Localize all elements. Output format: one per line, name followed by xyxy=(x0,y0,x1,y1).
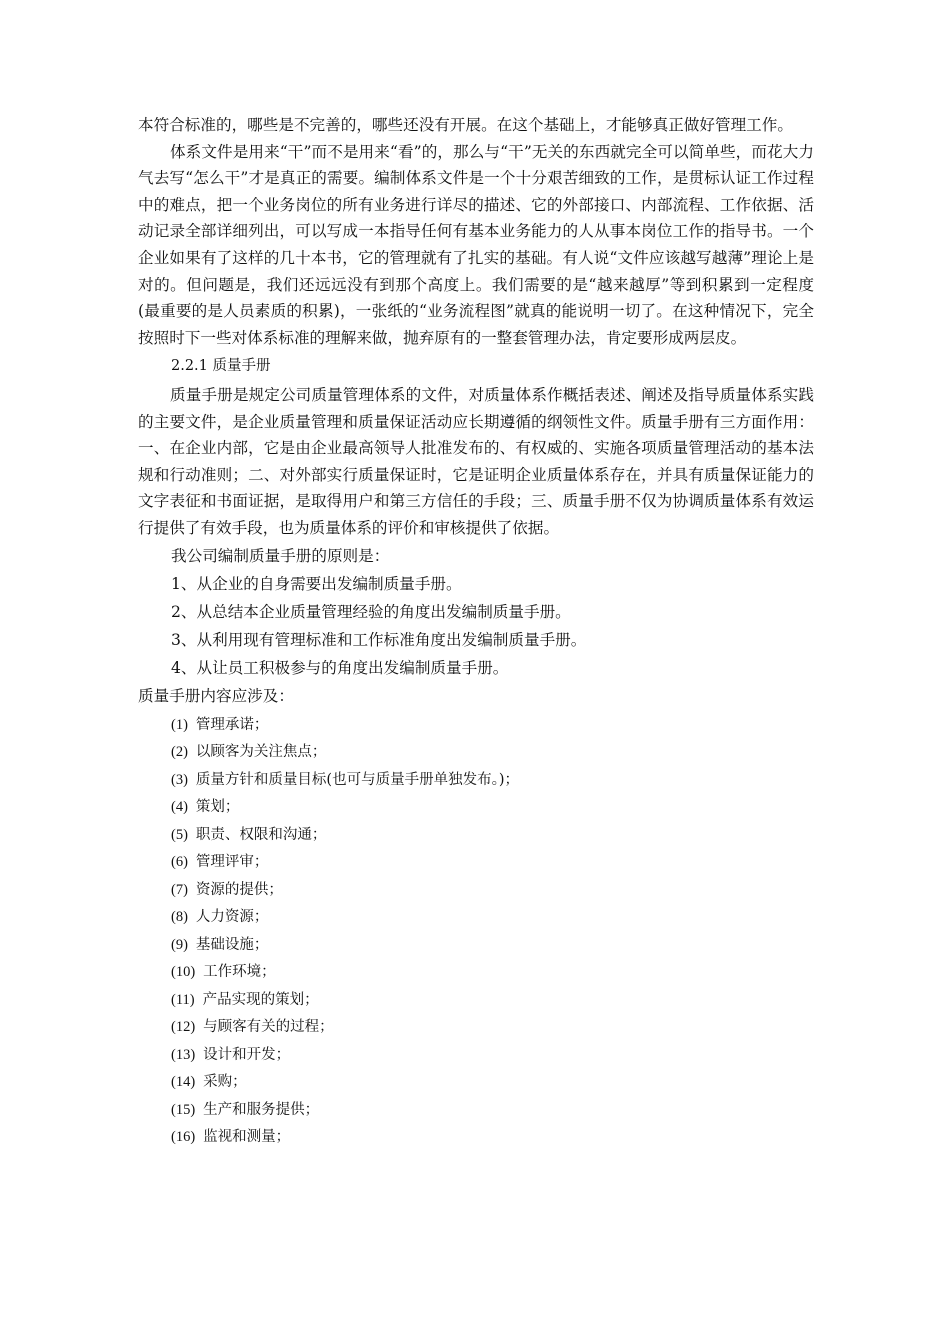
item-number: (2) xyxy=(171,744,188,761)
item-number: (11) xyxy=(171,991,195,1008)
item-text: 设计和开发； xyxy=(203,1046,291,1063)
list-item xyxy=(138,904,814,932)
item-number: (12) xyxy=(171,1019,196,1036)
list-item xyxy=(138,987,814,1015)
item-text: 人力资源； xyxy=(195,909,269,926)
principle-item: 1、从企业的自身需要出发编制质量手册。 xyxy=(171,575,462,594)
principle-item: 3、从利用现有管理标准和工作标准角度出发编制质量手册。 xyxy=(171,631,587,650)
item-text: 职责、权限和沟通； xyxy=(195,826,327,843)
item-number: (10) xyxy=(171,964,196,981)
document-page xyxy=(138,112,814,1152)
list-item xyxy=(138,822,814,850)
item-text: 基础设施； xyxy=(195,936,269,953)
item-number: (9) xyxy=(171,936,188,953)
list-item xyxy=(138,877,814,905)
paragraph-quality-manual: 质量手册是规定公司质量管理体系的文件，对质量体系作概括表述、阐述及指导质量体系实践的主要文件，是企业质量管理和质量保证活动应长期遵循的纲领性文件。质量手册有三方面作用：一、在企业内部，它是由企业最高领导人批准发布的、有权威的、实施各项质量管理活动的基本法规和行动准则；二、对外部实行质量保证时，它是证明企业质量体系存在，并具有质量保证能力的文字表征和书面证据，是取得用户和第三方信任的手段；三、质量手册不仅为协调质量体系有效运行提供了有效手段，也为质量体系的评价和审核提供了依据。 xyxy=(138,385,814,537)
item-text: 采购； xyxy=(203,1074,247,1091)
item-text: 监视和测量； xyxy=(203,1129,291,1146)
list-item xyxy=(138,1069,814,1097)
list-item xyxy=(138,849,814,877)
item-number: (7) xyxy=(171,881,188,898)
paragraph-continued: 本符合标准的，哪些是不完善的，哪些还没有开展。在这个基础上，才能够真正做好管理工作。 xyxy=(138,116,793,134)
list-item xyxy=(138,932,814,960)
item-text: 资源的提供； xyxy=(195,881,283,898)
list-item xyxy=(138,1042,814,1070)
item-number: (3) xyxy=(171,771,188,788)
item-number: (16) xyxy=(171,1129,196,1146)
item-number: (6) xyxy=(171,854,188,871)
principle-item: 2、从总结本企业质量管理经验的角度出发编制质量手册。 xyxy=(171,603,571,622)
item-number: (8) xyxy=(171,909,188,926)
list-item xyxy=(138,1097,814,1125)
list-item xyxy=(138,1014,814,1042)
item-text: 工作环境； xyxy=(203,964,276,981)
item-text: 生产和服务提供； xyxy=(203,1101,320,1118)
item-number: (13) xyxy=(171,1046,196,1063)
item-text: 产品实现的策划； xyxy=(202,991,319,1008)
item-number: (14) xyxy=(171,1074,196,1091)
principle-item: 4、从让员工积极参与的角度出发编制质量手册。 xyxy=(171,659,509,678)
list-item xyxy=(138,767,814,795)
list-item xyxy=(138,794,814,822)
section-heading: 2.2.1 质量手册 xyxy=(171,358,271,375)
principles-list xyxy=(138,571,814,682)
principles-intro: 我公司编制质量手册的原则是： xyxy=(171,547,390,565)
list-item xyxy=(138,1124,814,1152)
item-text: 策划； xyxy=(195,799,240,816)
list-item xyxy=(138,959,814,987)
contents-intro: 质量手册内容应涉及： xyxy=(138,687,294,706)
item-text: 管理承诺； xyxy=(195,716,269,733)
item-text: 管理评审； xyxy=(195,854,269,871)
item-text: 与顾客有关的过程； xyxy=(203,1019,334,1036)
list-item xyxy=(138,712,814,740)
item-number: (15) xyxy=(171,1101,196,1118)
contents-list xyxy=(138,712,814,1152)
item-number: (5) xyxy=(171,826,188,843)
paragraph-system-documents: 体系文件是用来“干”而不是用来“看”的，那么与“干”无关的东西就完全可以简单些，而花大力气去写“怎么干”才是真正的需要。编制体系文件是一个十分艰苦细致的工作，是贯标认证工作过程中的难点，把一个业务岗位的所有业务进行详尽的描述、它的外部接口、内部流程、工作依据、活动记录全部详细列出，可以写成一本指导任何有基本业务能力的人从事本岗位工作的指导书。一个企业如果有了这样的几十本书，它的管理就有了扎实的基础。有人说“文件应该越写越薄”理论上是对的。但问题是，我们还远远没有到那个高度上。我们需要的是“越来越厚”等到积累到一定程度(最重要的是人员素质的积累)，一张纸的“业务流程图”就真的能说明一切了。在这种情况下，完全按照时下一些对体系标准的理解来做，抛弃原有的一整套管理办法，肯定要形成两层皮。 xyxy=(138,142,814,347)
item-number: (4) xyxy=(171,799,188,816)
list-item xyxy=(138,739,814,767)
item-text: 质量方针和质量目标(也可与质量手册单独发布。)； xyxy=(195,771,519,788)
item-text: 以顾客为关注焦点； xyxy=(195,744,327,761)
item-number: (1) xyxy=(171,716,188,733)
